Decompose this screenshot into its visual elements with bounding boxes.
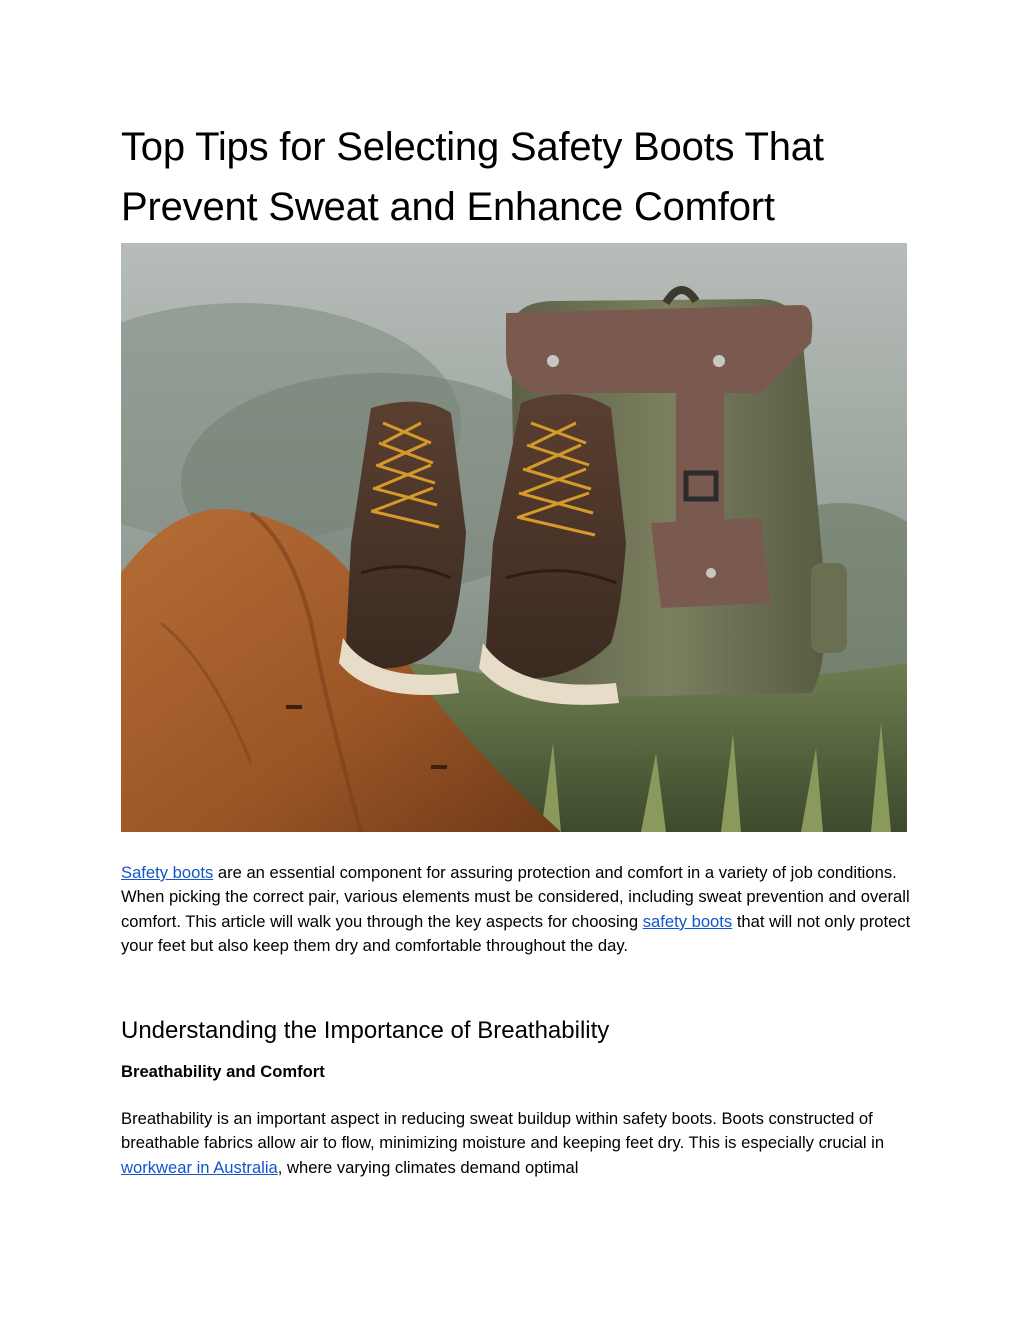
section-subheading: Breathability and Comfort: [121, 1062, 325, 1081]
intro-paragraph: [121, 861, 921, 959]
intro-text-2: that will not only protect your feet but also keep them dry and comfortable throughout the day.: [121, 911, 911, 956]
section-heading: Understanding the Importance of Breathability: [121, 1017, 610, 1044]
safety-boots-link-2[interactable]: safety boots: [642, 911, 733, 931]
boots-backpack-photo-icon: [121, 243, 907, 832]
document-title: [121, 117, 921, 237]
title-line-1: Top Tips for Selecting Safety Boots That: [121, 125, 824, 169]
breathability-text-1: Breathability is an important aspect in reducing sweat buildup within safety boots. Boots constructed of breathable fabrics allow air to flow, minimizing moisture and keeping feet dry. This is especially crucial in: [121, 1109, 885, 1153]
breathability-text-2: , where varying climates demand optimal: [277, 1157, 579, 1177]
hero-image: [121, 243, 907, 832]
safety-boots-link[interactable]: Safety boots: [121, 863, 214, 882]
intro-text-1: are an essential component for assuring protection and comfort in a variety of job conditions. When picking the correct pair, various elements must be considered, including sweat prevention and overall comfort. This article will walk you through the key aspects for choosing: [121, 863, 910, 931]
breathability-paragraph: [121, 1107, 921, 1180]
title-line-2: Prevent Sweat and Enhance Comfort: [121, 185, 775, 229]
workwear-australia-link[interactable]: workwear in Australia: [121, 1157, 278, 1177]
